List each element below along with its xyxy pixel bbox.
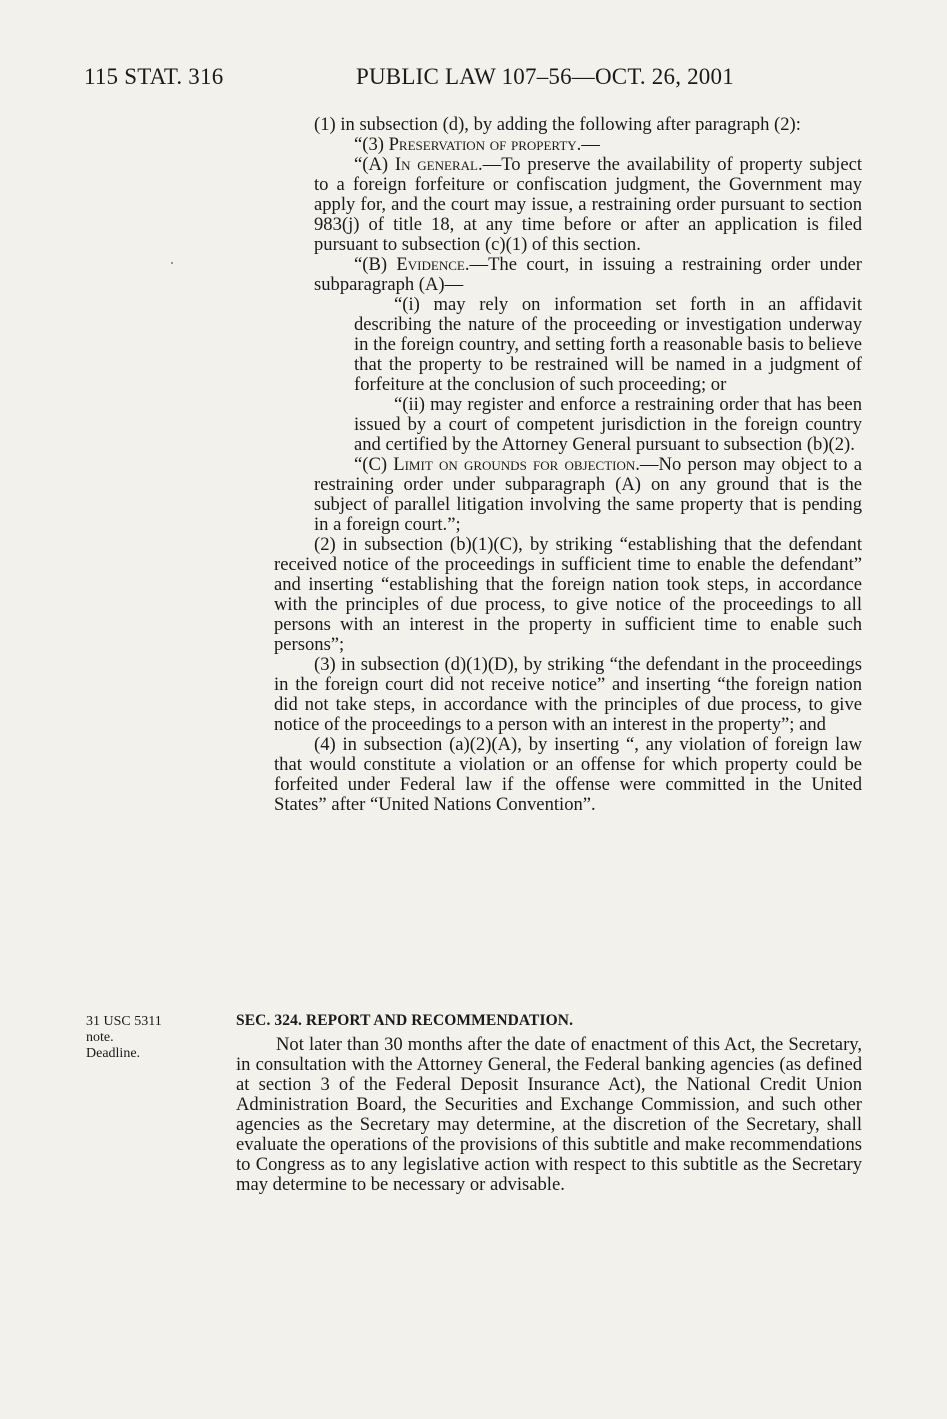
section-body: Not later than 30 months after the date of enactment of this Act, the Secretary, in consultation with the Attorney General, the Federal banking agencies (as defined at section 3 of the Federal Deposit Insurance Act), the National Credit Union Administration Board, the Securities and Exchange Commission, and such other agencies as the Secretary may determine, at the discretion of the Secretary, shall evaluate the operations of the provisions of this subtitle and make recommendations to Congress as to any legislative action with respect to this subtitle as the Secretary may determine to be necessary or advisable. [236, 1034, 862, 1195]
scan-speck [171, 262, 173, 264]
margin-note-note: note. [86, 1030, 114, 1045]
amendment-text [274, 115, 862, 815]
paragraph-3-amendment: (3) in subsection (d)(1)(D), by striking “the defendant in the proceedings in the foreign court did not receive notice” and inserting “the foreign nation did not take steps, in accordance with the principles of due process, to give notice of the proceedings to a person with an interest in the property”; and [274, 654, 862, 735]
section-heading: SEC. 324. REPORT AND RECOMMENDATION. [236, 1012, 574, 1029]
subparagraph-b: “(B) Evidence.—The court, in issuing a restraining order under subparagraph (A)— [314, 254, 862, 295]
paragraph-3-heading: “(3) Preservation of property.— [354, 134, 600, 155]
paragraph-1: (1) in subsection (d), by adding the following after paragraph (2): [314, 114, 801, 135]
clause-i: “(i) may rely on information set forth in an affidavit describing the nature of the proceeding or investigation underway in the foreign country, and setting forth a reasonable basis to believe that the property to be restrained will be named in a judgment of forfeiture at the conclusion of such proceeding; or [354, 294, 862, 395]
margin-note-citation: 31 USC 5311 [86, 1014, 162, 1029]
statute-page-number: 115 STAT. 316 [84, 64, 224, 89]
subparagraph-c: “(C) Limit on grounds for objection.—No person may object to a restraining order under subparagraph (A) on any ground that is the subject of parallel litigation involving the same property that is pending in a foreign court.”; [314, 454, 863, 535]
subparagraph-a: “(A) In general.—To preserve the availability of property subject to a foreign forfeiture or confiscation judgment, the Government may apply for, and the court may issue, a restraining order pursuant to section 983(j) of title 18, at any time before or after an application is filed pursuant to subsection (c)(1) of this section. [314, 154, 863, 255]
paragraph-2-amendment: (2) in subsection (b)(1)(C), by striking “establishing that the defendant received notice of the proceedings in sufficient time to enable the defendant” and inserting “establishing that the foreign nation took steps, in accordance with the principles of due process, to give notice of the proceedings to all persons with an interest in the property in sufficient time to enable such persons”; [274, 534, 862, 655]
margin-note [86, 1014, 206, 1062]
public-law-title: PUBLIC LAW 107–56—OCT. 26, 2001 [356, 64, 734, 89]
margin-note-deadline: Deadline. [86, 1046, 141, 1061]
paragraph-4-amendment: (4) in subsection (a)(2)(A), by inserting “, any violation of foreign law that would constitute a violation or an offense for which property could be forfeited under Federal law if the offense were committed in the United States” after “United Nations Convention”. [274, 734, 862, 815]
clause-ii: “(ii) may register and enforce a restraining order that has been issued by a court of competent jurisdiction in the foreign country and certified by the Attorney General pursuant to subsection (b)(2). [354, 394, 862, 455]
